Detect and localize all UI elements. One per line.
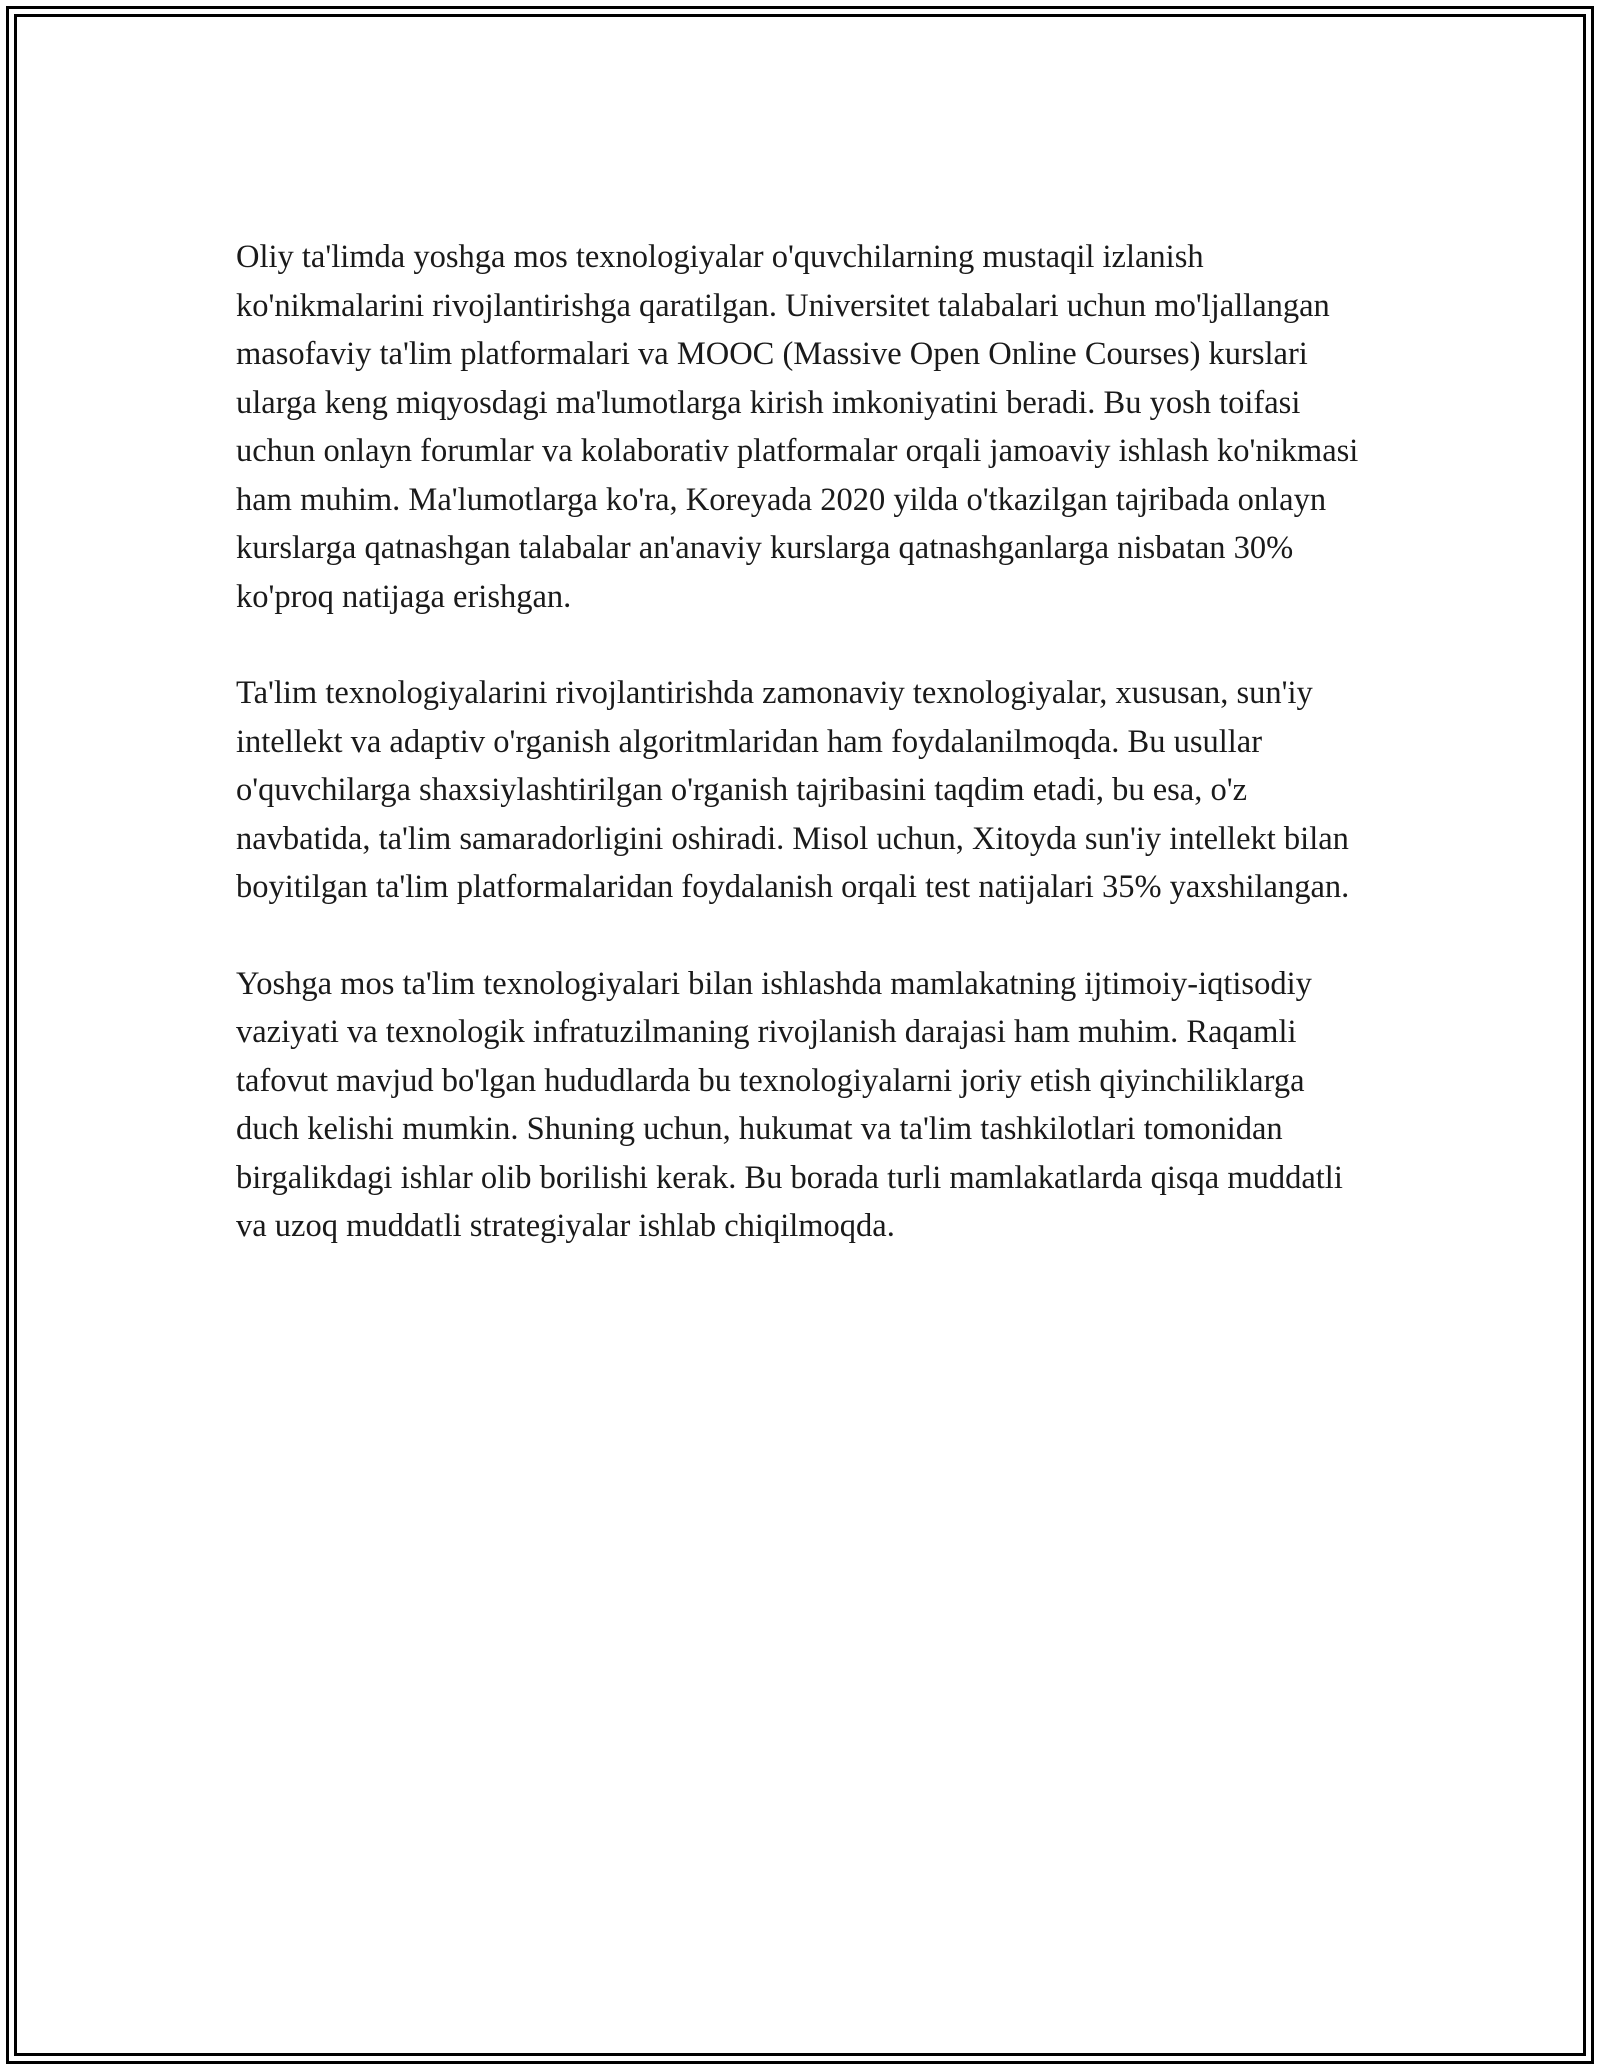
paragraph-higher-education: Oliy ta'limda yoshga mos texnologiyalar o'quvchilarning mustaqil izlanish ko'nikmalarini rivojlantirishga qaratilgan. Universitet talabalari uchun mo'ljallangan masofaviy ta'lim platformalari va MOOC (Massive Open Online Courses) kurslari ularga keng miqyosdagi ma'lumotlarga kirish imkoniyatini beradi. Bu yosh toifasi uchun onlayn forumlar va kolaborativ platformalar orqali jamoaviy ishlash ko'nikmasi ham muhim. Ma'lumotlarga ko'ra, Koreyada 2020 yilda o'tkazilgan tajribada onlayn kurslarga qatnashgan talabalar an'anaviy kurslarga qatnashganlarga nisbatan 30% ko'proq natijaga erishgan. (236, 239, 1359, 615)
paragraph-ai-adaptive-learning: Ta'lim texnologiyalarini rivojlantirishda zamonaviy texnologiyalar, xususan, sun'iy intellekt va adaptiv o'rganish algoritmlaridan ham foydalanilmoqda. Bu usullar o'quvchilarga shaxsiylashtirilgan o'rganish tajribasini taqdim etadi, bu esa, o'z navbatida, ta'lim samaradorligini oshiradi. Misol uchun, Xitoyda sun'iy intellekt bilan boyitilgan ta'lim platformalaridan foydalanish orqali test natijalari 35% yaxshilangan. (236, 675, 1350, 905)
document-body (236, 233, 1372, 1299)
paragraph-socioeconomic-factors: Yoshga mos ta'lim texnologiyalari bilan ishlashda mamlakatning ijtimoiy-iqtisodiy vaziyati va texnologik infratuzilmaning rivojlanish darajasi ham muhim. Raqamli tafovut mavjud bo'lgan hududlarda bu texnologiyalarni joriy etish qiyinchiliklarga duch kelishi mumkin. Shuning uchun, hukumat va ta'lim tashkilotlari tomonidan birgalikdagi ishlar olib borilishi kerak. Bu borada turli mamlakatlarda qisqa muddatli va uzoq muddatli strategiyalar ishlab chiqilmoqda. (236, 965, 1343, 1244)
